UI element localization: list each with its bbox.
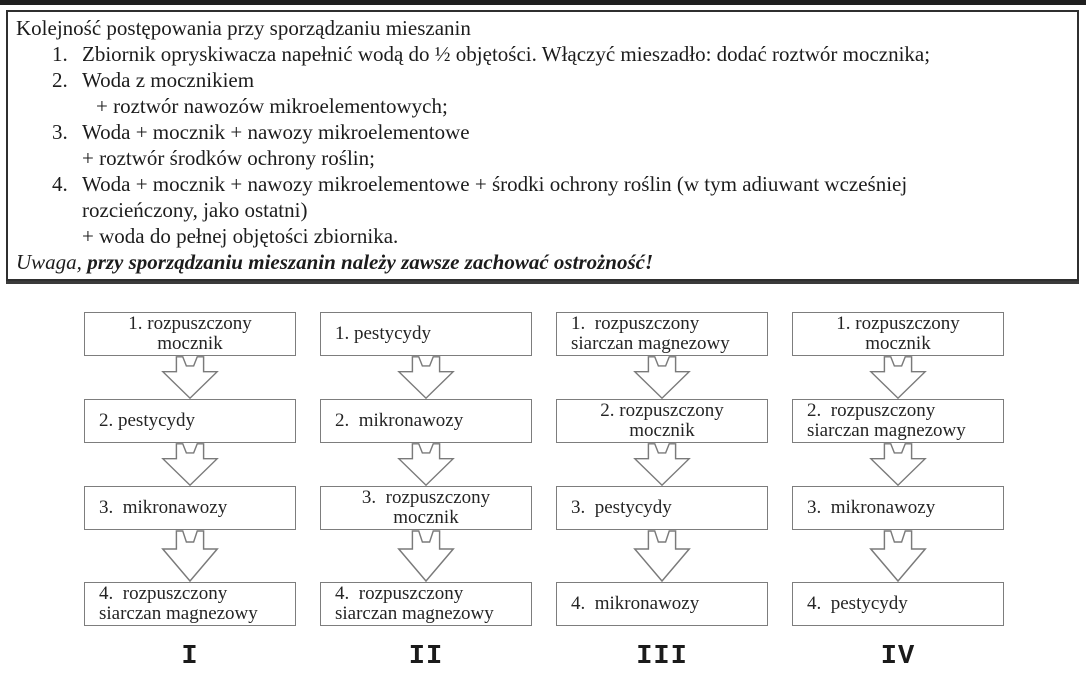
flow-step-text: 3. mikronawozy xyxy=(807,497,936,518)
flowchart-option-II xyxy=(320,312,532,672)
instruction-item-continuation: rozcieńczony, jako ostatni) xyxy=(82,198,308,222)
flow-step-text: mocznik xyxy=(865,333,931,354)
down-arrow-icon xyxy=(84,443,296,486)
instruction-item-continuation: + roztwór nawozów mikroelementowych; xyxy=(96,94,448,118)
flow-step-box xyxy=(792,486,1004,530)
flow-step-box xyxy=(792,582,1004,626)
flow-step-box xyxy=(792,312,1004,356)
flowchart-options xyxy=(84,312,1004,672)
top-rule xyxy=(0,0,1086,5)
flow-step-text: 2. mikronawozy xyxy=(335,410,464,431)
flow-step-box xyxy=(320,582,532,626)
item-number: 4. xyxy=(52,172,68,196)
down-arrow-icon xyxy=(792,530,1004,582)
instructions-note xyxy=(14,249,1069,275)
instruction-item-continuation: + woda do pełnej objętości zbiornika. xyxy=(82,224,399,248)
flow-step-box xyxy=(84,582,296,626)
down-arrow-icon xyxy=(792,443,1004,486)
instructions-list xyxy=(14,41,1069,249)
flow-step-box xyxy=(84,399,296,443)
flow-step-text: 4. rozpuszczony xyxy=(335,583,464,604)
flow-step-text: 4. pestycydy xyxy=(807,593,908,614)
flow-step-text: 1. rozpuszczony xyxy=(128,313,252,334)
instruction-item xyxy=(14,119,1069,145)
instruction-item xyxy=(14,41,1069,67)
down-arrow-icon xyxy=(84,530,296,582)
flowchart-option-III xyxy=(556,312,768,672)
flow-step-text: 4. mikronawozy xyxy=(571,593,700,614)
flowchart-option-I xyxy=(84,312,296,672)
down-arrow-icon xyxy=(320,530,532,582)
option-label: IV xyxy=(880,642,916,672)
flow-step-text: 1. rozpuszczony xyxy=(836,313,960,334)
down-arrow-icon xyxy=(792,356,1004,399)
instruction-item xyxy=(14,67,1069,93)
item-text: Woda + mocznik + nawozy mikroelementowe xyxy=(82,120,470,144)
down-arrow-icon xyxy=(556,443,768,486)
flow-step-text: 1. pestycydy xyxy=(335,323,432,344)
instruction-item-continuation: + roztwór środków ochrony roślin; xyxy=(82,146,375,170)
flow-step-text: mocznik xyxy=(393,507,459,528)
flow-step-text: 3. pestycydy xyxy=(571,497,672,518)
option-label: III xyxy=(636,642,688,672)
flow-step-text: siarczan magnezowy xyxy=(335,603,494,624)
item-text: Woda + mocznik + nawozy mikroelementowe + środki ochrony roślin (w tym adiuwant wcześniej xyxy=(82,172,908,196)
flow-step-box xyxy=(320,312,532,356)
down-arrow-icon xyxy=(320,443,532,486)
down-arrow-icon xyxy=(320,356,532,399)
flow-step-text: 3. mikronawozy xyxy=(99,497,228,518)
note-prefix: Uwaga, xyxy=(16,250,88,274)
instructions-title: Kolejność postępowania przy sporządzaniu mieszanin xyxy=(16,16,471,40)
flow-step-box xyxy=(556,399,768,443)
flow-step-text: 1. rozpuszczony xyxy=(571,313,700,334)
flow-step-box xyxy=(84,486,296,530)
down-arrow-icon xyxy=(556,530,768,582)
item-text: Zbiornik opryskiwacza napełnić wodą do ½ objętości. Włączyć mieszadło: dodać roztwór mocznika; xyxy=(82,42,931,66)
flow-step-text: mocznik xyxy=(629,420,695,441)
item-number: 1. xyxy=(52,42,68,66)
flow-step-box xyxy=(320,486,532,530)
flow-step-box xyxy=(84,312,296,356)
option-label: II xyxy=(408,642,444,672)
down-arrow-icon xyxy=(84,356,296,399)
item-text: Woda z mocznikiem xyxy=(82,68,255,92)
item-number: 3. xyxy=(52,120,68,144)
flow-step-text: 3. rozpuszczony xyxy=(361,487,491,508)
down-arrow-icon xyxy=(556,356,768,399)
flowchart-option-IV xyxy=(792,312,1004,672)
flow-step-text: siarczan magnezowy xyxy=(571,333,730,354)
flow-step-text: 2. rozpuszczony xyxy=(807,400,936,421)
flow-step-text: 2. pestycydy xyxy=(99,410,196,431)
flow-step-box xyxy=(556,582,768,626)
flow-step-box xyxy=(556,312,768,356)
flow-step-text: 4. rozpuszczony xyxy=(99,583,228,604)
instructions-box xyxy=(6,10,1079,281)
flow-step-text: siarczan magnezowy xyxy=(807,420,966,441)
flow-step-text: mocznik xyxy=(157,333,223,354)
note-emphasis: przy sporządzaniu mieszanin należy zawsze zachować ostrożność! xyxy=(87,250,654,274)
flow-step-text: 2. rozpuszczony xyxy=(600,400,724,421)
flow-step-box xyxy=(556,486,768,530)
instruction-item xyxy=(14,171,1069,197)
item-number: 2. xyxy=(52,68,68,92)
option-label: I xyxy=(181,642,199,672)
flow-step-box xyxy=(792,399,1004,443)
flow-step-text: siarczan magnezowy xyxy=(99,603,258,624)
flow-step-box xyxy=(320,399,532,443)
